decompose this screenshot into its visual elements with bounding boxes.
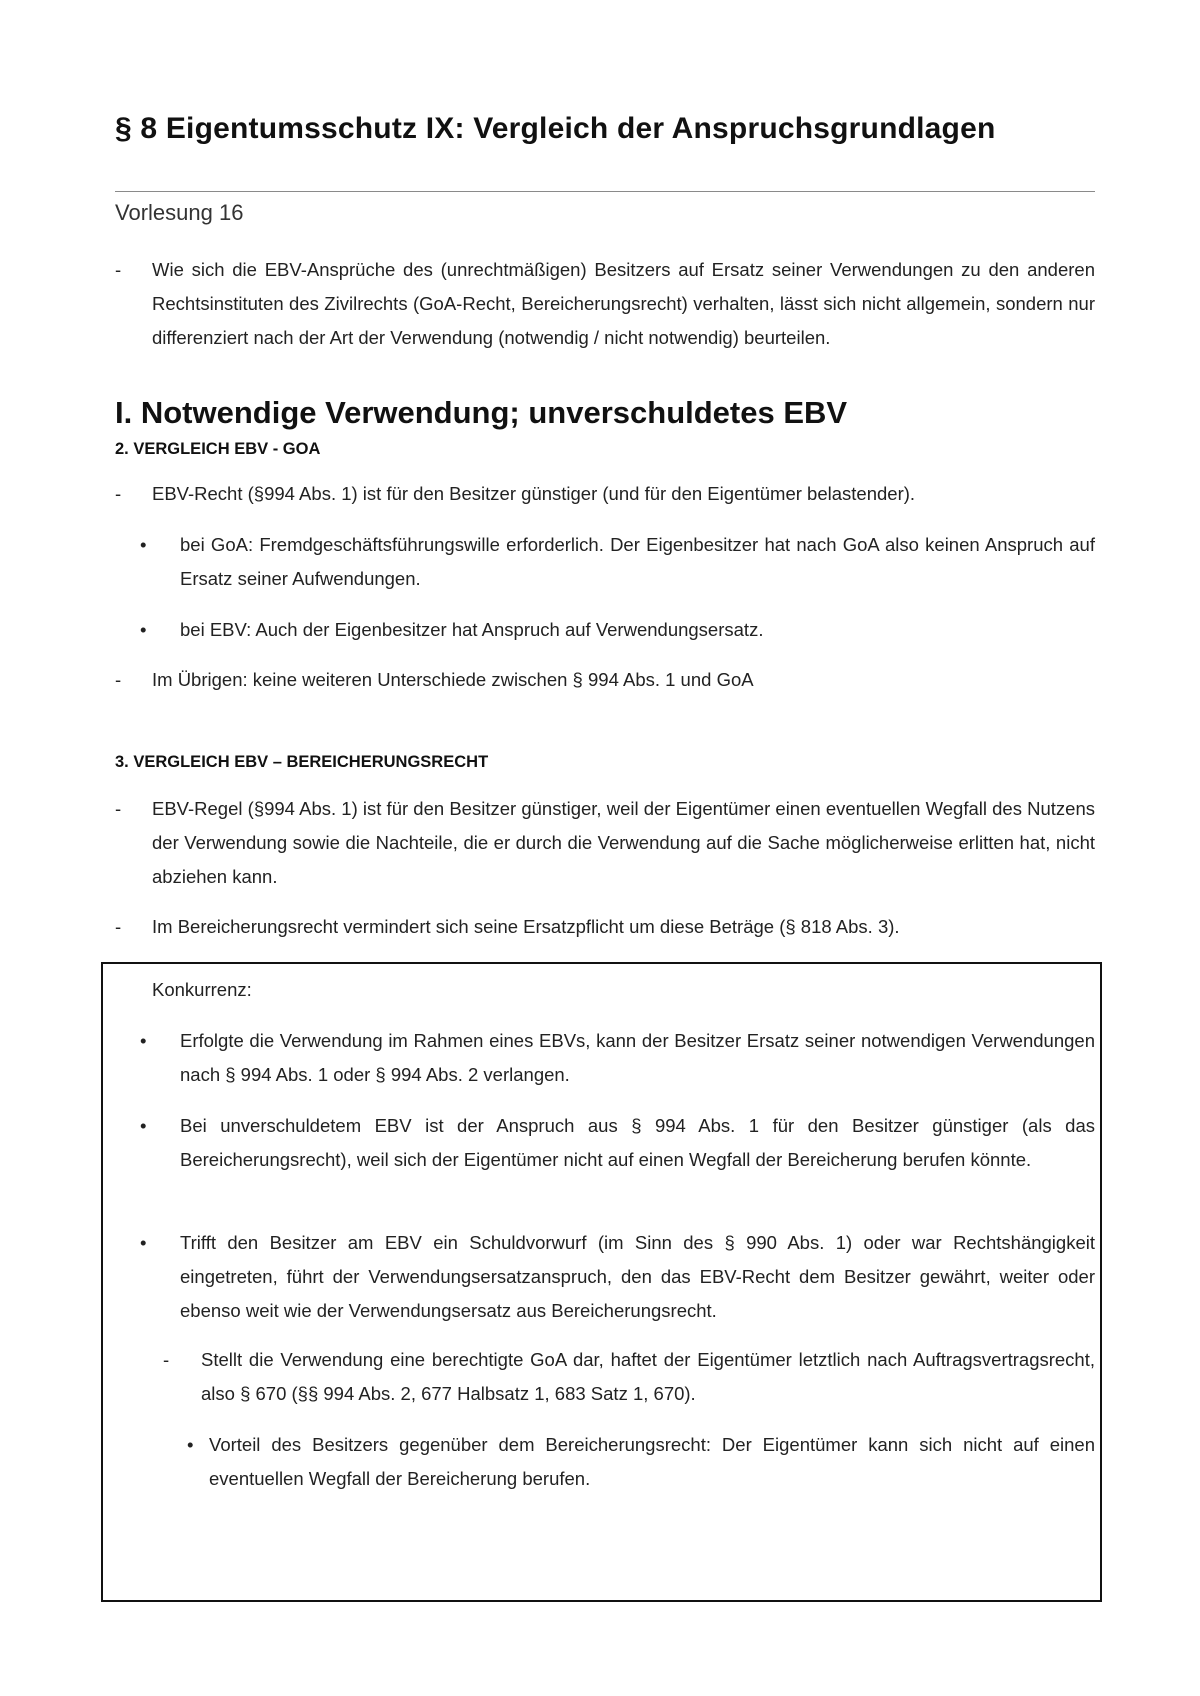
dash-marker: -: [115, 483, 122, 504]
list-item: Im Übrigen: keine weiteren Unterschiede zwischen § 994 Abs. 1 und GoA: [152, 669, 754, 690]
list-item: Trifft den Besitzer am EBV ein Schuldvorwurf (im Sinn des § 990 Abs. 1) oder war Rechtshängigkeit eingetreten, führt der Verwendungsersatzanspruch, den das EBV-Recht dem Besitzer gewährt, weiter oder ebenso weit wie der Verwendungsersatz aus Bereicherungsrecht.: [180, 1232, 1095, 1321]
list-item: Vorteil des Besitzers gegenüber dem Bereicherungsrecht: Der Eigentümer kann sich nicht auf einen eventuellen Wegfall der Bereicherung berufen.: [209, 1434, 1095, 1489]
intro-paragraph: Wie sich die EBV-Ansprüche des (unrechtmäßigen) Besitzers auf Ersatz seiner Verwendungen zu den anderen Rechtsinstituten des Zivilrechts (GoA-Recht, Bereicherungsrecht) verhalten, lässt sich nicht allgemein, sondern nur differenziert nach der Art der Verwendung (notwendig / nicht notwendig) beurteilen.: [152, 259, 1095, 348]
subsection-heading-2: 2. VERGLEICH EBV - GOA: [115, 440, 321, 458]
list-item: Im Bereicherungsrecht vermindert sich seine Ersatzpflicht um diese Beträge (§ 818 Abs. 3).: [152, 916, 900, 937]
title-divider: [115, 191, 1095, 192]
dash-marker: -: [115, 669, 122, 690]
list-item: Erfolgte die Verwendung im Rahmen eines EBVs, kann der Besitzer Ersatz seiner notwendigen Verwendungen nach § 994 Abs. 1 oder § 994 Abs. 2 verlangen.: [180, 1030, 1095, 1085]
bullet-marker: •: [187, 1434, 194, 1455]
bullet-marker: •: [140, 1232, 147, 1253]
bullet-marker: •: [140, 1030, 147, 1051]
bullet-marker: •: [140, 1115, 147, 1136]
dash-marker: -: [115, 798, 122, 819]
list-item: bei GoA: Fremdgeschäftsführungswille erforderlich. Der Eigenbesitzer hat nach GoA also keinen Anspruch auf Ersatz seiner Aufwendungen.: [180, 534, 1095, 589]
bullet-marker: •: [140, 619, 147, 640]
list-item: EBV-Recht (§994 Abs. 1) ist für den Besitzer günstiger (und für den Eigentümer belastender).: [152, 483, 916, 504]
dash-marker: -: [163, 1349, 170, 1370]
box-title: Konkurrenz:: [152, 979, 252, 1000]
list-item: Bei unverschuldetem EBV ist der Anspruch aus § 994 Abs. 1 für den Besitzer günstiger (als das Bereicherungsrecht), weil sich der Eigentümer nicht auf einen Wegfall der Bereicherung berufen könnte.: [180, 1115, 1095, 1170]
dash-marker: -: [115, 259, 122, 280]
subsection-heading-3: 3. VERGLEICH EBV – BEREICHERUNGSRECHT: [115, 753, 489, 771]
list-item: EBV-Regel (§994 Abs. 1) ist für den Besitzer günstiger, weil der Eigentümer einen eventuellen Wegfall des Nutzens der Verwendung sowie die Nachteile, die er durch die Verwendung auf die Sache möglicherweise erlitten hat, nicht abziehen kann.: [152, 798, 1095, 887]
list-item: Stellt die Verwendung eine berechtigte GoA dar, haftet der Eigentümer letztlich nach Auftragsvertragsrecht, also § 670 (§§ 994 Abs. 2, 677 Halbsatz 1, 683 Satz 1, 670).: [201, 1349, 1095, 1404]
section-heading-1: I. Notwendige Verwendung; unverschuldetes EBV: [115, 395, 848, 430]
page-title: § 8 Eigentumsschutz IX: Vergleich der Anspruchsgrundlagen: [115, 112, 996, 145]
bullet-marker: •: [140, 534, 147, 555]
dash-marker: -: [115, 916, 122, 937]
list-item: bei EBV: Auch der Eigenbesitzer hat Anspruch auf Verwendungsersatz.: [180, 619, 764, 640]
lecture-subtitle: Vorlesung 16: [115, 200, 244, 225]
